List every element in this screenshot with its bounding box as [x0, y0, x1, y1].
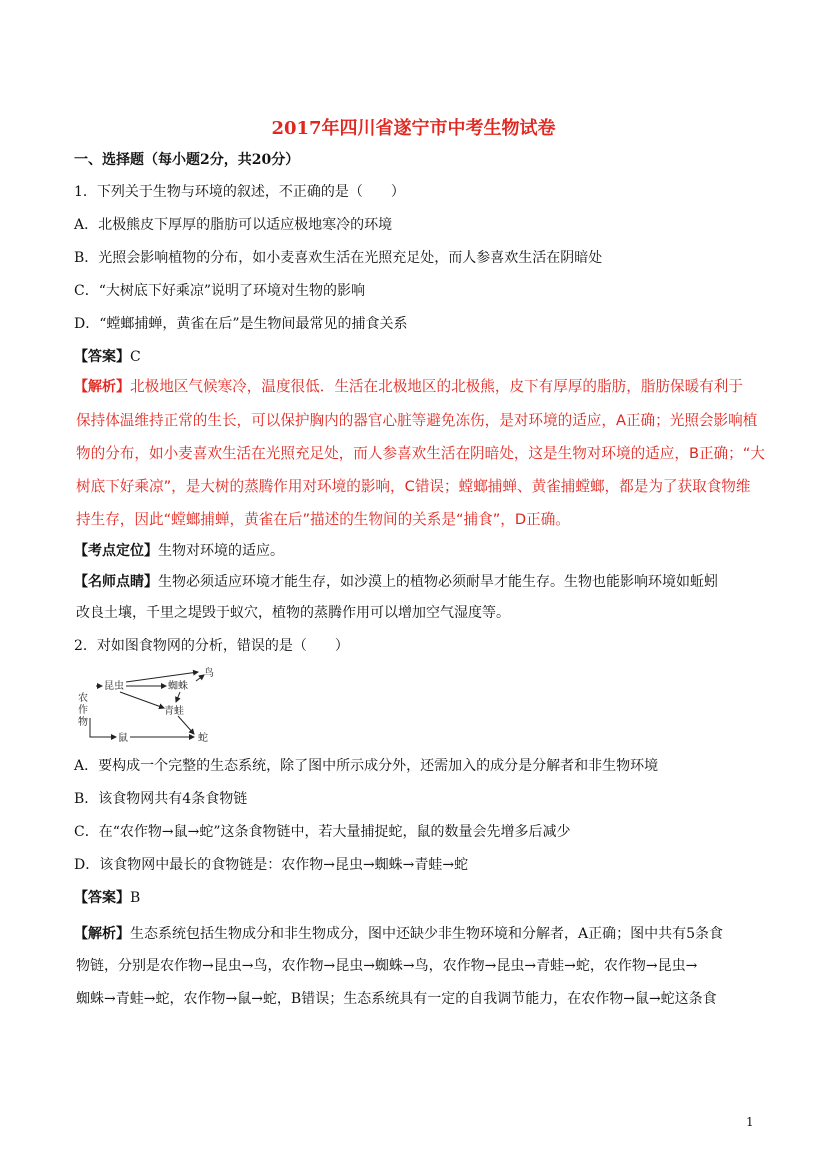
arrow-insect-to-frog — [120, 692, 164, 708]
q1-analysis-line-2: 保持体温维持正常的生长，可以保护胸内的器官心脏等避免冻伤，是对环境的适应，A正确；光照会影响植 — [76, 412, 758, 429]
label-insect: 昆虫 — [104, 681, 124, 692]
q1-mingshi-tag: 【名师点睛】 — [74, 574, 158, 590]
page-title: 2017年四川省遂宁市中考生物试卷 — [271, 118, 556, 139]
q1-analysis-line-5: 持生存，因此“螳螂捕蝉，黄雀在后”描述的生物间的关系是“捕食”，D正确。 — [76, 511, 570, 528]
arrow-spider-to-frog — [176, 692, 180, 702]
q1-analysis-line-1 — [74, 377, 743, 397]
q1-answer-value: C — [130, 349, 141, 365]
q1-option-d: D．“螳螂捕蝉，黄雀在后”是生物间最常见的捕食关系 — [74, 316, 408, 332]
q1-analysis-line-4: 树底下好乘凉”，是大树的蒸腾作用对环境的影响，C错误；螳螂捕蝉、黄雀捕螳螂，都是为了获取食物维 — [76, 478, 751, 495]
food-web-diagram — [76, 664, 236, 748]
q2-analysis-line-2: 物链，分别是农作物→昆虫→鸟，农作物→昆虫→蜘蛛→鸟，农作物→昆虫→青蛙→蛇，农作物→昆虫→ — [76, 958, 698, 974]
q1-analysis-text: 北极地区气候寒冷，温度很低．生活在北极地区的北极熊，皮下有厚厚的脂肪，脂肪保暖有利于 — [130, 378, 743, 395]
q2-analysis-tag: 【解析】 — [74, 926, 130, 942]
q2-analysis-line-3: 蜘蛛→青蛙→蛇，农作物→鼠→蛇，B错误；生态系统具有一定的自我调节能力，在农作物→鼠→蛇这条食 — [76, 991, 717, 1007]
q1-kaodian — [74, 541, 284, 561]
q2-option-c: C．在“农作物→鼠→蛇”这条食物链中，若大量捕捉蛇，鼠的数量会先增多后减少 — [74, 824, 571, 840]
label-frog: 青蛙 — [164, 706, 184, 717]
q2-stem: 2．对如图食物网的分析，错误的是（ ） — [74, 638, 349, 654]
q1-mingshi — [74, 572, 718, 592]
q2-analysis-line-1 — [74, 924, 723, 944]
q1-answer — [74, 347, 141, 367]
q1-analysis-line-3: 物的分布，如小麦喜欢生活在光照充足处，而人参喜欢生活在阴暗处，这是生物对环境的适应，B正确；“大 — [76, 445, 765, 462]
q1-analysis-tag: 【解析】 — [74, 379, 130, 395]
label-producer-3: 物 — [78, 717, 88, 728]
q2-answer — [74, 888, 140, 908]
q2-answer-value: B — [130, 890, 141, 906]
arrow-spider-to-bird — [196, 675, 204, 681]
label-producer: 农 — [78, 693, 88, 704]
label-bird: 鸟 — [204, 668, 214, 679]
q2-answer-tag: 【答案】 — [74, 890, 130, 906]
arrow-producer-to-mouse — [90, 718, 116, 737]
q2-option-d: D．该食物网中最长的食物链是：农作物→昆虫→蜘蛛→青蛙→蛇 — [74, 857, 469, 873]
q1-option-a: A．北极熊皮下厚厚的脂肪可以适应极地寒冷的环境 — [74, 217, 393, 233]
label-snake: 蛇 — [198, 733, 208, 744]
label-mouse: 鼠 — [118, 733, 128, 744]
q2-option-a: A．要构成一个完整的生态系统，除了图中所示成分外，还需加入的成分是分解者和非生物环境 — [74, 758, 659, 774]
q2-analysis-text: 生态系统包括生物成分和非生物成分，图中还缺少非生物环境和分解者，A正确；图中共有5条食 — [130, 926, 724, 942]
arrow-frog-to-snake — [178, 716, 194, 734]
q1-option-b: B．光照会影响植物的分布，如小麦喜欢生活在光照充足处，而人参喜欢生活在阴暗处 — [74, 250, 603, 266]
section-heading: 一、选择题（每小题2分，共20分） — [74, 152, 300, 168]
label-spider: 蜘蛛 — [168, 681, 188, 692]
q1-answer-tag: 【答案】 — [74, 349, 130, 365]
q1-stem: 1．下列关于生物与环境的叙述，不正确的是（ ） — [74, 184, 405, 200]
q1-mingshi-line-2: 改良土壤，千里之堤毁于蚁穴，植物的蒸腾作用可以增加空气湿度等。 — [76, 605, 510, 621]
q1-kaodian-tag: 【考点定位】 — [74, 543, 158, 559]
label-producer-2: 作 — [78, 705, 88, 716]
q1-mingshi-line-1: 生物必须适应环境才能生存，如沙漠上的植物必须耐旱才能生存。生物也能影响环境如蚯蚓 — [158, 574, 718, 590]
q1-option-c: C．“大树底下好乘凉”说明了环境对生物的影响 — [74, 283, 366, 299]
q2-option-b: B．该食物网共有4条食物链 — [74, 791, 248, 807]
page-number: 1 — [746, 1115, 754, 1129]
q1-kaodian-text: 生物对环境的适应。 — [158, 543, 284, 559]
